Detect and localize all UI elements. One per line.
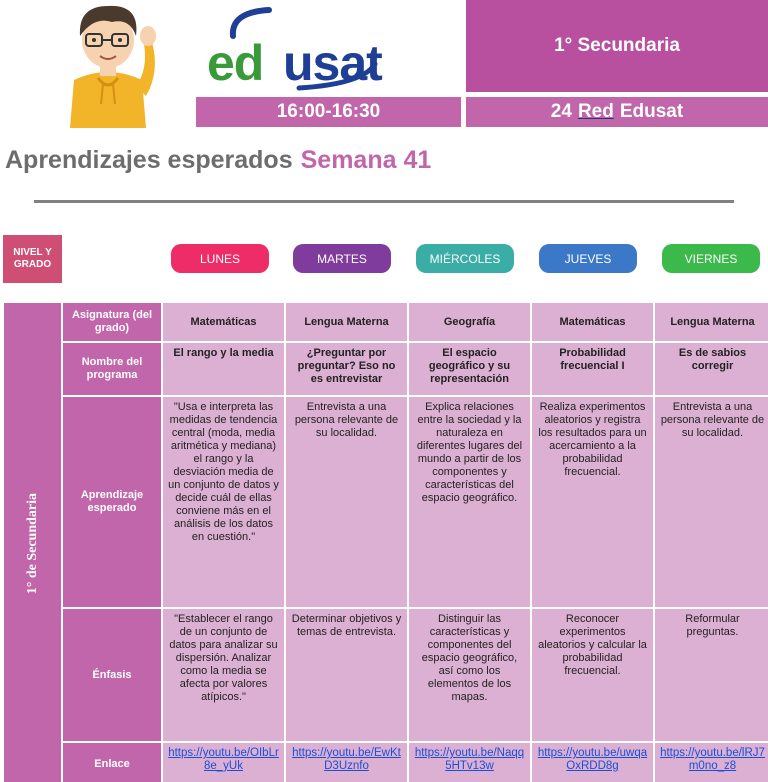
boy-mascot-illustration [48,0,168,128]
learning-cell: Realiza experimentos aleatorios y registra los resultados para un acercamiento a la probabilidad frecuencial. [532,397,653,607]
day-pill-miercoles: MIÉRCOLES [416,244,514,273]
video-link[interactable]: https://youtu.be/EwKtD3Uznfo [292,747,401,772]
day-pill-viernes: VIERNES [662,244,760,273]
day-pill-lunes: LUNES [171,244,269,273]
video-link[interactable]: https://youtu.be/OIbLr8e_yUk [168,747,279,772]
subject-cell: Geografía [409,303,530,341]
row-head-learning: Aprendizaje esperado [63,397,161,607]
level-badge: NIVEL Y GRADO [3,235,62,283]
edusat-logo [203,6,388,92]
side-label-cell [4,303,61,782]
video-link[interactable]: https://youtu.be/uwqaOxRDD8g [537,747,648,772]
program-cell: El rango y la media [163,343,284,395]
subject-cell: Lengua Materna [655,303,768,341]
subject-cell: Matemáticas [163,303,284,341]
table-row-program [4,343,768,395]
table-row-emphasis [4,609,768,741]
day-pill-martes: MARTES [293,244,391,273]
emphasis-cell: Determinar objetivos y temas de entrevista. [286,609,407,741]
link-cell [286,743,407,782]
page-title [5,146,431,175]
subject-cell: Lengua Materna [286,303,407,341]
row-head-emphasis: Énfasis [63,609,161,741]
emphasis-cell: Reformular preguntas. [655,609,768,741]
day-pill-jueves: JUEVES [539,244,637,273]
time-banner: 16:00-16:30 [196,97,461,127]
side-label: 1° de Secundaria [25,493,40,595]
svg-text:usat: usat [283,35,382,91]
svg-text:ed: ed [207,35,264,91]
emphasis-cell: "Establecer el rango de un conjunto de datos para analizar su dispersión. Analizar como la media se afecta por valores atípicos." [163,609,284,741]
channel-number: 24 [550,101,572,122]
schedule-table [2,301,768,782]
title-week: Semana 41 [300,146,432,174]
link-cell [163,743,284,782]
program-cell: Es de sabios corregir [655,343,768,395]
table-row-link [4,743,768,782]
row-head-link: Enlace [63,743,161,782]
row-head-subject: Asignatura (del grado) [63,303,161,341]
table-row-subject [4,303,768,341]
learning-cell: Explica relaciones entre la sociedad y la naturaleza en diferentes lugares del mundo a partir de los componentes y características del espacio geográfico. [409,397,530,607]
divider [34,200,734,203]
link-cell [655,743,768,782]
grade-banner: 1° Secundaria [466,0,768,92]
learning-cell: Entrevista a una persona relevante de su localidad. [655,397,768,607]
program-cell: ¿Preguntar por preguntar? Eso no es entrevistar [286,343,407,395]
channel-red: Red [577,101,614,122]
channel-name: Edusat [619,101,684,122]
emphasis-cell: Reconocer experimentos aleatorios y calcular la probabilidad frecuencial. [532,609,653,741]
program-cell: Probabilidad frecuencial I [532,343,653,395]
link-cell [532,743,653,782]
learning-cell: Entrevista a una persona relevante de su localidad. [286,397,407,607]
table-row-learning [4,397,768,607]
learning-cell: "Usa e interpreta las medidas de tendencia central (moda, media aritmética y mediana) el rango y la desviación media de un conjunto de datos y decide cuál de ellas conviene más en el análisis de los datos en cuestión." [163,397,284,607]
channel-banner [466,97,768,127]
program-cell: El espacio geográfico y su representación [409,343,530,395]
subject-cell: Matemáticas [532,303,653,341]
video-link[interactable]: https://youtu.be/lRJ7m0no_z8 [660,747,765,772]
emphasis-cell: Distinguir las características y componentes del espacio geográfico, así como los elementos de los mapas. [409,609,530,741]
title-main: Aprendizajes esperados [5,146,293,174]
video-link[interactable]: https://youtu.be/Naqq5HTv13w [414,747,525,772]
link-cell [409,743,530,782]
row-head-program: Nombre del programa [63,343,161,395]
